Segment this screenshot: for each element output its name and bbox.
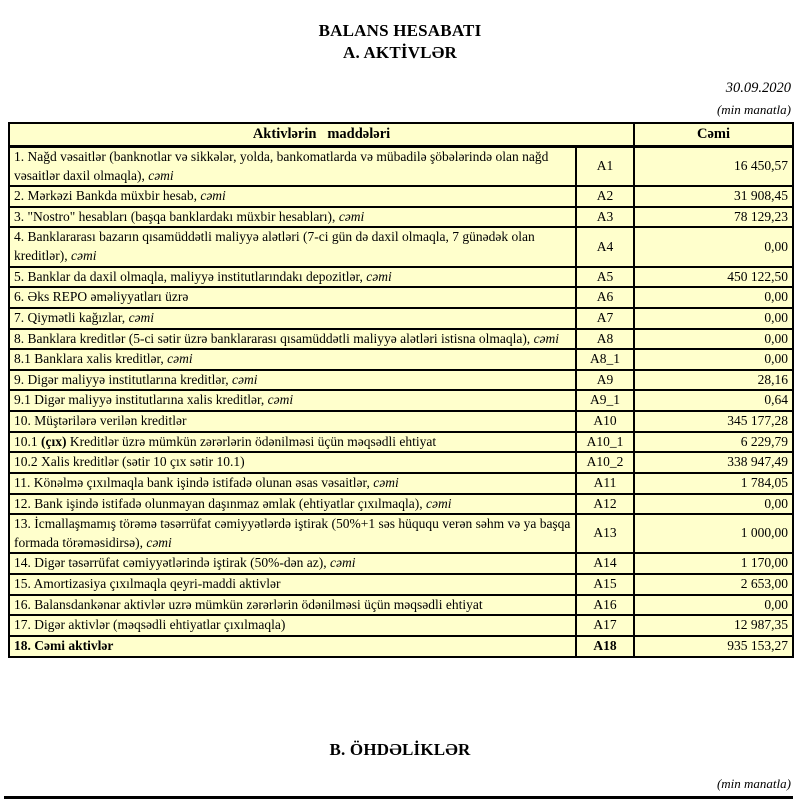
row-value: 0,00	[634, 349, 793, 370]
table-row	[9, 370, 793, 391]
table-row	[9, 186, 793, 207]
row-label-text: 10.2 Xalis kreditlər (sətir 10 çıx sətir 10.1)	[14, 454, 245, 470]
row-label-text: 3. "Nostro" hesabları (başqa banklardakı müxbir hesabları),	[14, 208, 339, 224]
row-code: A4	[576, 227, 634, 266]
table-row	[9, 411, 793, 432]
unit-note-b: (min manatla)	[716, 776, 791, 791]
report-date: 30.09.2020	[725, 79, 791, 96]
table-row	[9, 207, 793, 228]
row-code: A1	[576, 146, 634, 186]
table-row	[9, 227, 793, 266]
row-label	[9, 574, 576, 595]
row-label-suffix: cəmi	[128, 309, 155, 325]
row-value: 12 987,35	[634, 615, 793, 636]
row-label-text: 4. Banklararası bazarın qısamüddətli maliyyə alətləri (7-ci gün də daxil olmaqla, 7 günədək olan kreditlər),	[14, 229, 535, 264]
row-code: A10	[576, 411, 634, 432]
row-value: 31 908,45	[634, 186, 793, 207]
row-code: A2	[576, 186, 634, 207]
table-body	[9, 146, 793, 656]
row-value: 0,00	[634, 227, 793, 266]
row-value: 935 153,27	[634, 636, 793, 657]
row-value: 78 129,23	[634, 207, 793, 228]
table-row	[9, 494, 793, 515]
row-value: 6 229,79	[634, 432, 793, 453]
table-row	[9, 287, 793, 308]
table-row	[9, 146, 793, 186]
row-code: A3	[576, 207, 634, 228]
row-label-suffix: cəmi	[267, 392, 294, 408]
next-table-top-border	[4, 796, 793, 799]
row-code: A12	[576, 494, 634, 515]
row-label	[9, 227, 576, 266]
row-value: 0,00	[634, 329, 793, 350]
row-label-text: 18. Cəmi aktivlər	[14, 637, 114, 653]
row-label-pre: 10.1	[14, 433, 41, 449]
row-value: 1 170,00	[634, 553, 793, 574]
table-row	[9, 636, 793, 657]
row-label-text: 1. Nağd vəsaitlər (banknotlar və sikkələr, yolda, bankomatlarda və mübadilə şöbələrində olan nağd vəsaitlər daxil olmaqla),	[14, 148, 549, 183]
row-label	[9, 452, 576, 473]
row-label	[9, 267, 576, 288]
row-label-text: 8. Banklara kreditlər (5-ci sətir üzrə banklararası qısamüddətli maliyyə alətləri istisna olmaqla),	[14, 330, 534, 346]
row-label	[9, 146, 576, 186]
row-label	[9, 287, 576, 308]
row-label	[9, 186, 576, 207]
row-code: A8_1	[576, 349, 634, 370]
table-row	[9, 267, 793, 288]
row-label	[9, 553, 576, 574]
table-row	[9, 514, 793, 553]
row-value: 338 947,49	[634, 452, 793, 473]
row-label-suffix: cəmi	[70, 248, 97, 264]
row-value: 0,00	[634, 287, 793, 308]
row-value: 345 177,28	[634, 411, 793, 432]
row-value: 16 450,57	[634, 146, 793, 186]
row-label-bold-part: (çıx)	[41, 433, 67, 449]
table-row	[9, 574, 793, 595]
row-label-text: 7. Qiymətli kağızlar,	[14, 309, 129, 325]
row-code: A8	[576, 329, 634, 350]
table-row	[9, 308, 793, 329]
row-code: A10_2	[576, 452, 634, 473]
row-label-text: 13. İcmallaşmamış törəmə təsərrüfat cəmiyyətlərdə iştirak (50%+1 səs hüququ verən səhm və ya başqa formada törəməsidirsə),	[14, 516, 571, 550]
row-value: 0,00	[634, 494, 793, 515]
row-code: A18	[576, 636, 634, 657]
row-label	[9, 349, 576, 370]
row-label	[9, 207, 576, 228]
column-header-items: Aktivlərin maddələri	[9, 123, 634, 147]
row-label-text: 17. Digər aktivlər (məqsədli ehtiyatlar çıxılmaqla)	[14, 617, 286, 633]
row-label	[9, 370, 576, 391]
row-code: A9	[576, 370, 634, 391]
column-header-total: Cəmi	[634, 123, 793, 147]
row-code: A11	[576, 473, 634, 494]
row-label	[9, 615, 576, 636]
table-header-row	[9, 123, 793, 147]
row-label-text: 15. Amortizasiya çıxılmaqla qeyri-maddi aktivlər	[14, 576, 281, 592]
row-label-text: 8.1 Banklara xalis kreditlər,	[14, 351, 168, 367]
row-label-suffix: cəmi	[338, 208, 365, 224]
row-label-text: 2. Mərkəzi Bankda müxbir hesab,	[14, 188, 201, 204]
section-b-title: B. ÖHDƏLİKLƏR	[329, 740, 471, 759]
row-label-text: 16. Balansdankənar aktivlər uzrə mümkün zərərlərin ödənilməsi üçün məqsədli ehtiyat	[14, 596, 483, 612]
row-value: 0,64	[634, 390, 793, 411]
row-label-suffix: cəmi	[232, 371, 258, 387]
row-code: A17	[576, 615, 634, 636]
row-label-text: Kreditlər üzrə mümkün zərərlərin ödənilməsi üçün məqsədli ehtiyat	[66, 433, 437, 449]
table-row	[9, 615, 793, 636]
row-label-text: 6. Əks REPO əməliyyatları üzrə	[14, 289, 189, 305]
row-label-suffix: cəmi	[373, 474, 399, 490]
row-label-text: 5. Banklar da daxil olmaqla, maliyyə institutlarındakı depozitlər,	[14, 268, 367, 284]
table-row	[9, 452, 793, 473]
row-code: A16	[576, 595, 634, 616]
table-row	[9, 349, 793, 370]
report-title-line1: BALANS HESABATI	[318, 21, 482, 40]
table-row	[9, 553, 793, 574]
table-row	[9, 595, 793, 616]
table-row	[9, 473, 793, 494]
row-label-text: 11. Könəlmə çıxılmaqla bank işində istifadə olunan əsas vəsaitlər,	[14, 474, 374, 490]
unit-note: (min manatla)	[716, 101, 791, 117]
row-code: A9_1	[576, 390, 634, 411]
row-code: A10_1	[576, 432, 634, 453]
row-value: 0,00	[634, 308, 793, 329]
row-label-text: 14. Digər təsərrüfat cəmiyyətlərində iştirak (50%-dən az),	[14, 555, 330, 571]
row-label	[9, 390, 576, 411]
row-label	[9, 494, 576, 515]
row-value: 450 122,50	[634, 267, 793, 288]
row-label	[9, 308, 576, 329]
row-label	[9, 636, 576, 657]
row-label-text: 9.1 Digər maliyyə institutlarına xalis kreditlər,	[14, 392, 268, 408]
row-label	[9, 473, 576, 494]
row-label-text: 12. Bank işində istifadə olunmayan daşınmaz əmlak (ehtiyatlar çıxılmaqla),	[14, 495, 427, 511]
row-label	[9, 514, 576, 553]
row-value: 28,16	[634, 370, 793, 391]
table-row	[9, 390, 793, 411]
row-code: A13	[576, 514, 634, 553]
row-label	[9, 329, 576, 350]
row-label-suffix: cəmi	[330, 555, 356, 571]
row-value: 1 784,05	[634, 473, 793, 494]
row-code: A7	[576, 308, 634, 329]
report-title	[0, 0, 800, 65]
row-label-suffix: cəmi	[148, 167, 174, 183]
row-label-suffix: cəmi	[533, 330, 560, 346]
row-value: 0,00	[634, 595, 793, 616]
row-label	[9, 411, 576, 432]
row-label	[9, 432, 576, 453]
row-label	[9, 595, 576, 616]
row-code: A15	[576, 574, 634, 595]
row-value: 2 653,00	[634, 574, 793, 595]
row-label-suffix: cəmi	[426, 495, 452, 511]
row-label-suffix: cəmi	[146, 534, 172, 550]
row-label-text: 9. Digər maliyyə institutlarına kreditlər,	[14, 371, 233, 387]
row-code: A6	[576, 287, 634, 308]
table-row	[9, 329, 793, 350]
report-title-line2: A. AKTİVLƏR	[343, 43, 457, 63]
row-label-text: 10. Müştərilərə verilən kreditlər	[14, 413, 187, 429]
balance-table	[8, 122, 794, 658]
row-label-suffix: cəmi	[200, 188, 226, 204]
table-row	[9, 432, 793, 453]
row-label-suffix: cəmi	[366, 268, 392, 284]
row-value: 1 000,00	[634, 514, 793, 553]
row-label-suffix: cəmi	[167, 351, 193, 367]
row-code: A14	[576, 553, 634, 574]
row-code: A5	[576, 267, 634, 288]
